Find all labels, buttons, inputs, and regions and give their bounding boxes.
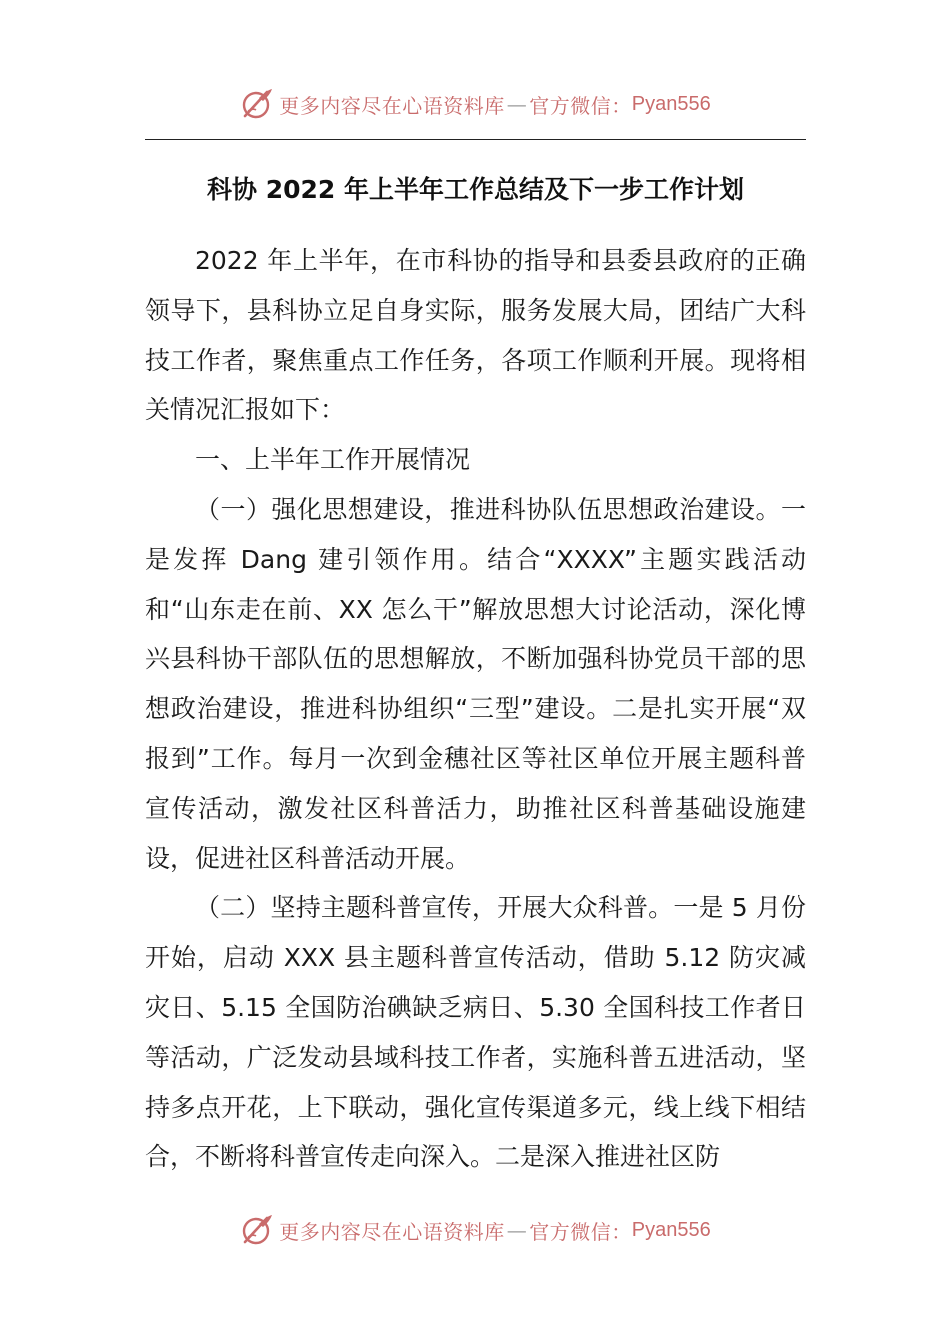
footer-wechat-label: 官方微信： <box>529 1219 632 1244</box>
banner-separator: — <box>506 92 528 116</box>
feather-pen-logo-icon <box>239 1212 275 1248</box>
footer-banner <box>0 1208 950 1252</box>
item-paragraph-1: （一）强化思想建设，推进科协队伍思想政治建设。一是发挥 Dang 建引领作用。结合“XXXX”主题实践活动和“山东走在前、XX 怎么干”解放思想大讨论活动，深化博兴县科协干部队伍的思想解放，不断加强科协党员干部的思想政治建设，推进科协组织“三型”建设。二是扎实开展“双报到”工作。每月一次到金穗社区等社区单位开展主题科普宣传活动，激发社区科普活力，助推社区科普基础设施建设，促进社区科普活动开展。 <box>145 494 806 873</box>
feather-pen-logo-icon <box>239 86 275 122</box>
header-banner <box>0 82 950 126</box>
header-divider <box>145 139 806 140</box>
document-body <box>145 236 806 1182</box>
section-heading-1: 一、上半年工作开展情况 <box>195 445 471 475</box>
footer-slogan: 更多内容尽在心语资料库 <box>279 1219 505 1244</box>
item-paragraph-2: （二）坚持主题科普宣传，开展大众科普。一是 5 月份开始，启动 XXX 县主题科普宣传活动，借助 5.12 防灾减灾日、5.15 全国防治碘缺乏病日、5.30 全国科技工作者日等活动，广泛发动县域科技工作者，实施科普五进活动，坚持多点开花，上下联动，强化宣传渠道多元，线上线下相结合，不断将科普宣传走向深入。二是深入推进社区防 <box>145 893 806 1172</box>
intro-paragraph: 2022 年上半年，在市科协的指导和县委县政府的正确领导下，县科协立足自身实际，服务发展大局，团结广大科技工作者，聚焦重点工作任务，各项工作顺利开展。现将相关情况汇报如下： <box>145 246 806 425</box>
document-title: 科协 2022 年上半年工作总结及下一步工作计划 <box>207 175 744 204</box>
footer-separator: — <box>506 1218 528 1242</box>
banner-wechat-id: Pyan556 <box>631 92 711 115</box>
banner-slogan: 更多内容尽在心语资料库 <box>279 93 505 118</box>
banner-wechat-label: 官方微信： <box>529 93 632 118</box>
footer-wechat-id: Pyan556 <box>631 1218 711 1241</box>
